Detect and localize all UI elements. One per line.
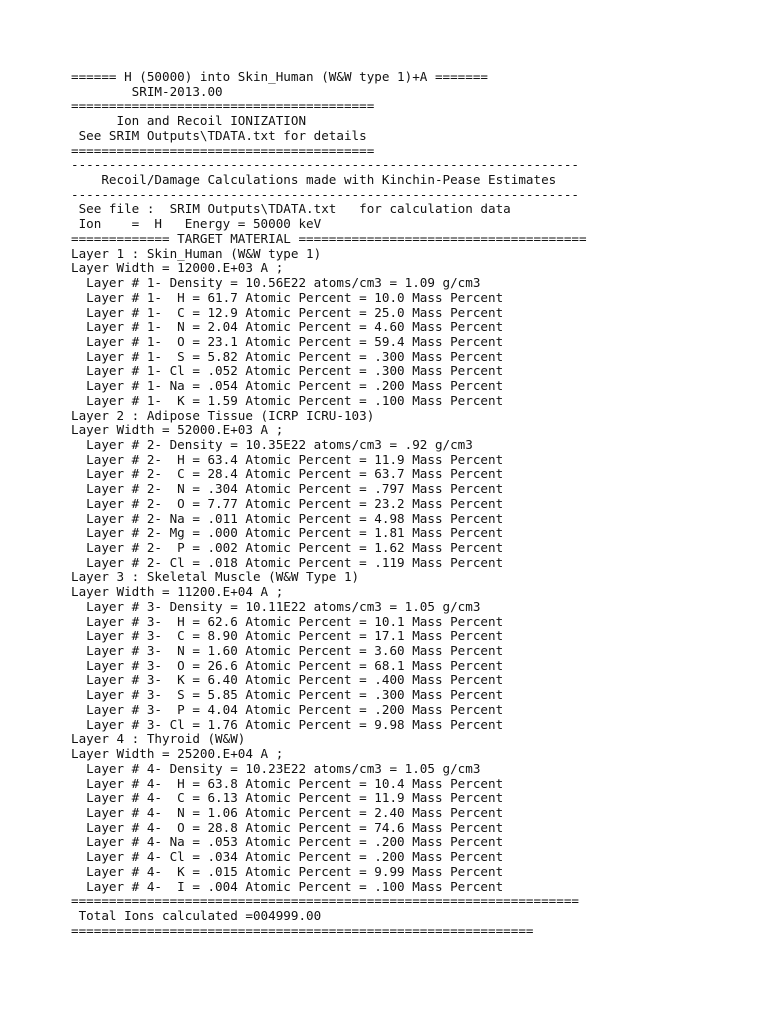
layer-4-element-row: Layer # 4- K = .015 Atomic Percent = 9.99 Mass Percent bbox=[71, 863, 504, 879]
layer-2-density: Layer # 2- Density = 10.35E22 atoms/cm3 = .92 g/cm3 bbox=[71, 436, 473, 452]
layer-3-element-row: Layer # 3- K = 6.40 Atomic Percent = .400 Mass Percent bbox=[71, 672, 504, 688]
layer-2-element-row: Layer # 2- Na = .011 Atomic Percent = 4.98 Mass Percent bbox=[71, 510, 504, 526]
layer-4-element-row: Layer # 4- N = 1.06 Atomic Percent = 2.40 Mass Percent bbox=[71, 804, 504, 820]
layer-4-element-row: Layer # 4- H = 63.8 Atomic Percent = 10.4 Mass Percent bbox=[71, 775, 504, 791]
layer-3-element-row: Layer # 3- O = 26.6 Atomic Percent = 68.1 Mass Percent bbox=[71, 657, 504, 673]
srim-version-line: SRIM-2013.00 bbox=[71, 83, 223, 99]
calculation-method-heading: Recoil/Damage Calculations made with Kinchin-Pease Estimates bbox=[71, 172, 557, 188]
layer-1-title: Layer 1 : Skin_Human (W&W type 1) bbox=[71, 245, 322, 261]
target-material-heading: ============= TARGET MATERIAL ====================================== bbox=[71, 230, 587, 246]
layer-1-element-row: Layer # 1- O = 23.1 Atomic Percent = 59.4 Mass Percent bbox=[71, 333, 504, 349]
layer-3-element-row: Layer # 3- N = 1.60 Atomic Percent = 3.60 Mass Percent bbox=[71, 643, 504, 659]
ionization-heading: Ion and Recoil IONIZATION bbox=[71, 113, 307, 129]
layer-2-width: Layer Width = 52000.E+03 A ; bbox=[71, 422, 284, 438]
layer-1-element-row: Layer # 1- C = 12.9 Atomic Percent = 25.0 Mass Percent bbox=[71, 304, 504, 320]
layer-1-width: Layer Width = 12000.E+03 A ; bbox=[71, 260, 284, 276]
layer-2-element-row: Layer # 2- O = 7.77 Atomic Percent = 23.2 Mass Percent bbox=[71, 495, 504, 511]
layer-4-density: Layer # 4- Density = 10.23E22 atoms/cm3 = 1.05 g/cm3 bbox=[71, 760, 481, 776]
separator-line: =================================================================== bbox=[71, 893, 579, 909]
layer-2-element-row: Layer # 2- N = .304 Atomic Percent = .797 Mass Percent bbox=[71, 481, 504, 497]
layer-1-density: Layer # 1- Density = 10.56E22 atoms/cm3 = 1.09 g/cm3 bbox=[71, 275, 481, 291]
layer-4-element-row: Layer # 4- Cl = .034 Atomic Percent = .200 Mass Percent bbox=[71, 849, 504, 865]
srim-output-document bbox=[71, 70, 761, 938]
dash-separator-line: ------------------------------------------------------------------- bbox=[71, 186, 579, 202]
layer-3-element-row: Layer # 3- S = 5.85 Atomic Percent = .300 Mass Percent bbox=[71, 687, 504, 703]
data-file-note: See file : SRIM Outputs\TDATA.txt for calculation data bbox=[71, 201, 511, 217]
separator-line: ======================================== bbox=[71, 98, 375, 114]
layer-4-width: Layer Width = 25200.E+04 A ; bbox=[71, 746, 284, 762]
layer-4-title: Layer 4 : Thyroid (W&W) bbox=[71, 731, 246, 747]
layer-2-element-row: Layer # 2- H = 63.4 Atomic Percent = 11.9 Mass Percent bbox=[71, 451, 504, 467]
layer-4-element-row: Layer # 4- O = 28.8 Atomic Percent = 74.6 Mass Percent bbox=[71, 819, 504, 835]
ion-energy-line: Ion = H Energy = 50000 keV bbox=[71, 216, 322, 232]
layer-3-width: Layer Width = 11200.E+04 A ; bbox=[71, 584, 284, 600]
layer-2-element-row: Layer # 2- P = .002 Atomic Percent = 1.62 Mass Percent bbox=[71, 540, 504, 555]
layer-2-element-row: Layer # 2- Mg = .000 Atomic Percent = 1.81 Mass Percent bbox=[71, 525, 504, 541]
layer-3-title: Layer 3 : Skeletal Muscle (W&W Type 1) bbox=[71, 569, 360, 585]
layer-1-element-row: Layer # 1- S = 5.82 Atomic Percent = .300 Mass Percent bbox=[71, 348, 504, 364]
layer-4-element-row: Layer # 4- C = 6.13 Atomic Percent = 11.9 Mass Percent bbox=[71, 790, 504, 806]
layer-1-element-row: Layer # 1- Cl = .052 Atomic Percent = .300 Mass Percent bbox=[71, 363, 504, 379]
layer-3-element-row: Layer # 3- Cl = 1.76 Atomic Percent = 9.98 Mass Percent bbox=[71, 716, 504, 732]
details-note: See SRIM Outputs\TDATA.txt for details bbox=[71, 127, 367, 143]
layer-2-element-row: Layer # 2- Cl = .018 Atomic Percent = .119 Mass Percent bbox=[71, 554, 504, 570]
layer-1-element-row: Layer # 1- Na = .054 Atomic Percent = .200 Mass Percent bbox=[71, 378, 504, 394]
layer-3-element-row: Layer # 3- P = 4.04 Atomic Percent = .200 Mass Percent bbox=[71, 701, 504, 717]
separator-line: ============================================================= bbox=[71, 922, 534, 938]
layer-1-element-row: Layer # 1- K = 1.59 Atomic Percent = .100 Mass Percent bbox=[71, 392, 504, 408]
layer-4-element-row: Layer # 4- Na = .053 Atomic Percent = .200 Mass Percent bbox=[71, 834, 504, 850]
layer-1-element-row: Layer # 1- N = 2.04 Atomic Percent = 4.60 Mass Percent bbox=[71, 319, 504, 335]
layer-3-element-row: Layer # 3- C = 8.90 Atomic Percent = 17.1 Mass Percent bbox=[71, 628, 504, 644]
layer-3-element-row: Layer # 3- H = 62.6 Atomic Percent = 10.1 Mass Percent bbox=[71, 613, 504, 629]
layer-3-density: Layer # 3- Density = 10.11E22 atoms/cm3 = 1.05 g/cm3 bbox=[71, 598, 481, 614]
layer-4-element-row: Layer # 4- I = .004 Atomic Percent = .100 Mass Percent bbox=[71, 878, 504, 894]
dash-separator-line: ------------------------------------------------------------------- bbox=[71, 157, 579, 173]
layer-2-title: Layer 2 : Adipose Tissue (ICRP ICRU-103) bbox=[71, 407, 375, 423]
header-title-line: ====== H (50000) into Skin_Human (W&W type 1)+A ======= bbox=[71, 69, 489, 84]
layer-2-element-row: Layer # 2- C = 28.4 Atomic Percent = 63.7 Mass Percent bbox=[71, 466, 504, 482]
separator-line: ======================================== bbox=[71, 142, 375, 158]
total-ions-line: Total Ions calculated =004999.00 bbox=[71, 907, 322, 923]
layer-1-element-row: Layer # 1- H = 61.7 Atomic Percent = 10.0 Mass Percent bbox=[71, 289, 504, 305]
